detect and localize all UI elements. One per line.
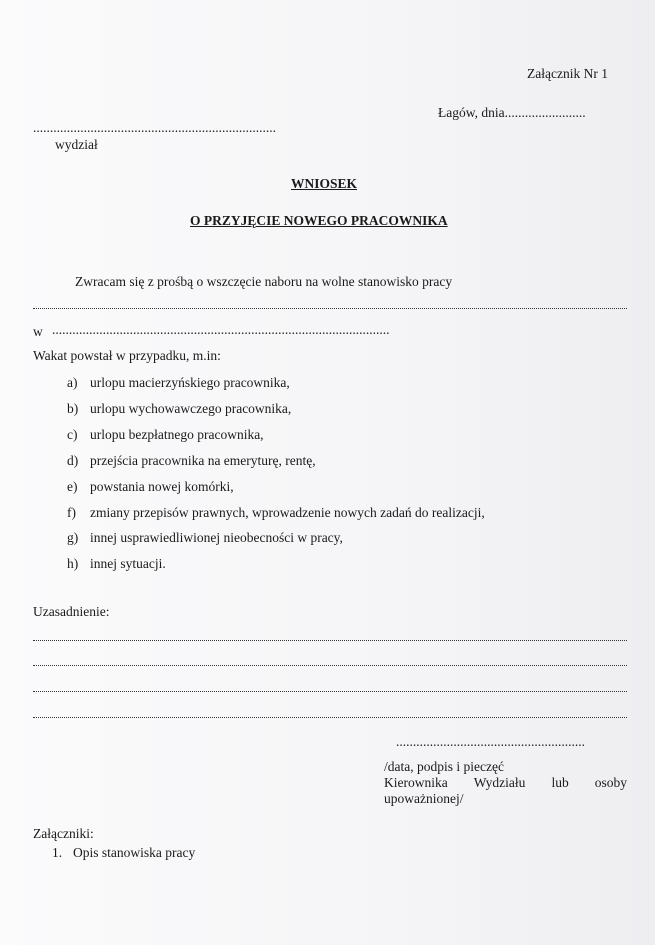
department-dots: ........................................................................: [33, 120, 276, 135]
signature-word: Kierownika: [384, 775, 448, 790]
list-item-letter: h): [67, 556, 79, 571]
signature-word: Wydziału: [473, 775, 526, 790]
list-item-letter: g): [67, 530, 79, 545]
attachment-number: 1.: [52, 845, 63, 860]
attachments-label: Załączniki:: [33, 826, 94, 841]
w-label: w: [33, 324, 43, 339]
request-text: Zwracam się z prośbą o wszczęcie naboru na wolne stanowisko pracy: [75, 274, 453, 289]
justification-line: [33, 717, 627, 718]
w-dots: ....................................................................................................: [52, 322, 390, 337]
document-subtitle: O PRZYJĘCIE NOWEGO PRACOWNIKA: [190, 213, 448, 228]
list-item-text: zmiany przepisów prawnych, wprowadzenie nowych zadań do realizacji,: [90, 505, 485, 520]
signature-word: lub: [551, 775, 569, 790]
list-item-letter: b): [67, 401, 79, 416]
signature-block: [384, 759, 627, 807]
list-item-letter: d): [67, 453, 79, 468]
list-item-letter: a): [67, 375, 78, 390]
list-item: [67, 479, 234, 495]
list-item: [67, 375, 290, 391]
vacancy-label: Wakat powstał w przypadku, m.in:: [33, 348, 221, 363]
list-item-text: urlopu wychowawczego pracownika,: [90, 401, 292, 416]
signature-dots: ........................................................: [396, 734, 585, 749]
signature-word: osoby: [594, 775, 627, 790]
list-item-text: powstania nowej komórki,: [90, 479, 234, 494]
list-item-letter: c): [67, 427, 78, 442]
list-item-text: urlopu macierzyńskiego pracownika,: [90, 375, 290, 390]
list-item: [67, 427, 264, 443]
list-item-text: innej sytuacji.: [90, 556, 166, 571]
list-item-text: przejścia pracownika na emeryturę, rentę,: [90, 453, 316, 468]
list-item: [67, 530, 343, 546]
list-item: [67, 556, 166, 572]
request-dotted-line: [33, 308, 627, 309]
attachment-item: [52, 845, 195, 861]
place-date: Łagów, dnia........................: [438, 105, 586, 120]
list-item: [67, 401, 291, 417]
annex-label: Załącznik Nr 1: [527, 66, 608, 81]
signature-line-1: /data, podpis i pieczęć: [384, 759, 504, 774]
list-item-letter: f): [67, 505, 76, 520]
signature-line-2: [384, 775, 627, 791]
justification-line: [33, 640, 627, 641]
department-label: wydział: [55, 137, 98, 152]
list-item-text: innej usprawiedliwionej nieobecności w pracy,: [90, 530, 343, 545]
signature-line-3: upoważnionej/: [384, 791, 464, 806]
list-item: [67, 453, 316, 469]
list-item-letter: e): [67, 479, 78, 494]
justification-label: Uzasadnienie:: [33, 604, 110, 619]
attachment-text: Opis stanowiska pracy: [73, 845, 196, 860]
list-item: [67, 505, 485, 521]
document-title: WNIOSEK: [291, 176, 358, 191]
justification-line: [33, 665, 627, 666]
list-item-text: urlopu bezpłatnego pracownika,: [90, 427, 264, 442]
justification-line: [33, 691, 627, 692]
